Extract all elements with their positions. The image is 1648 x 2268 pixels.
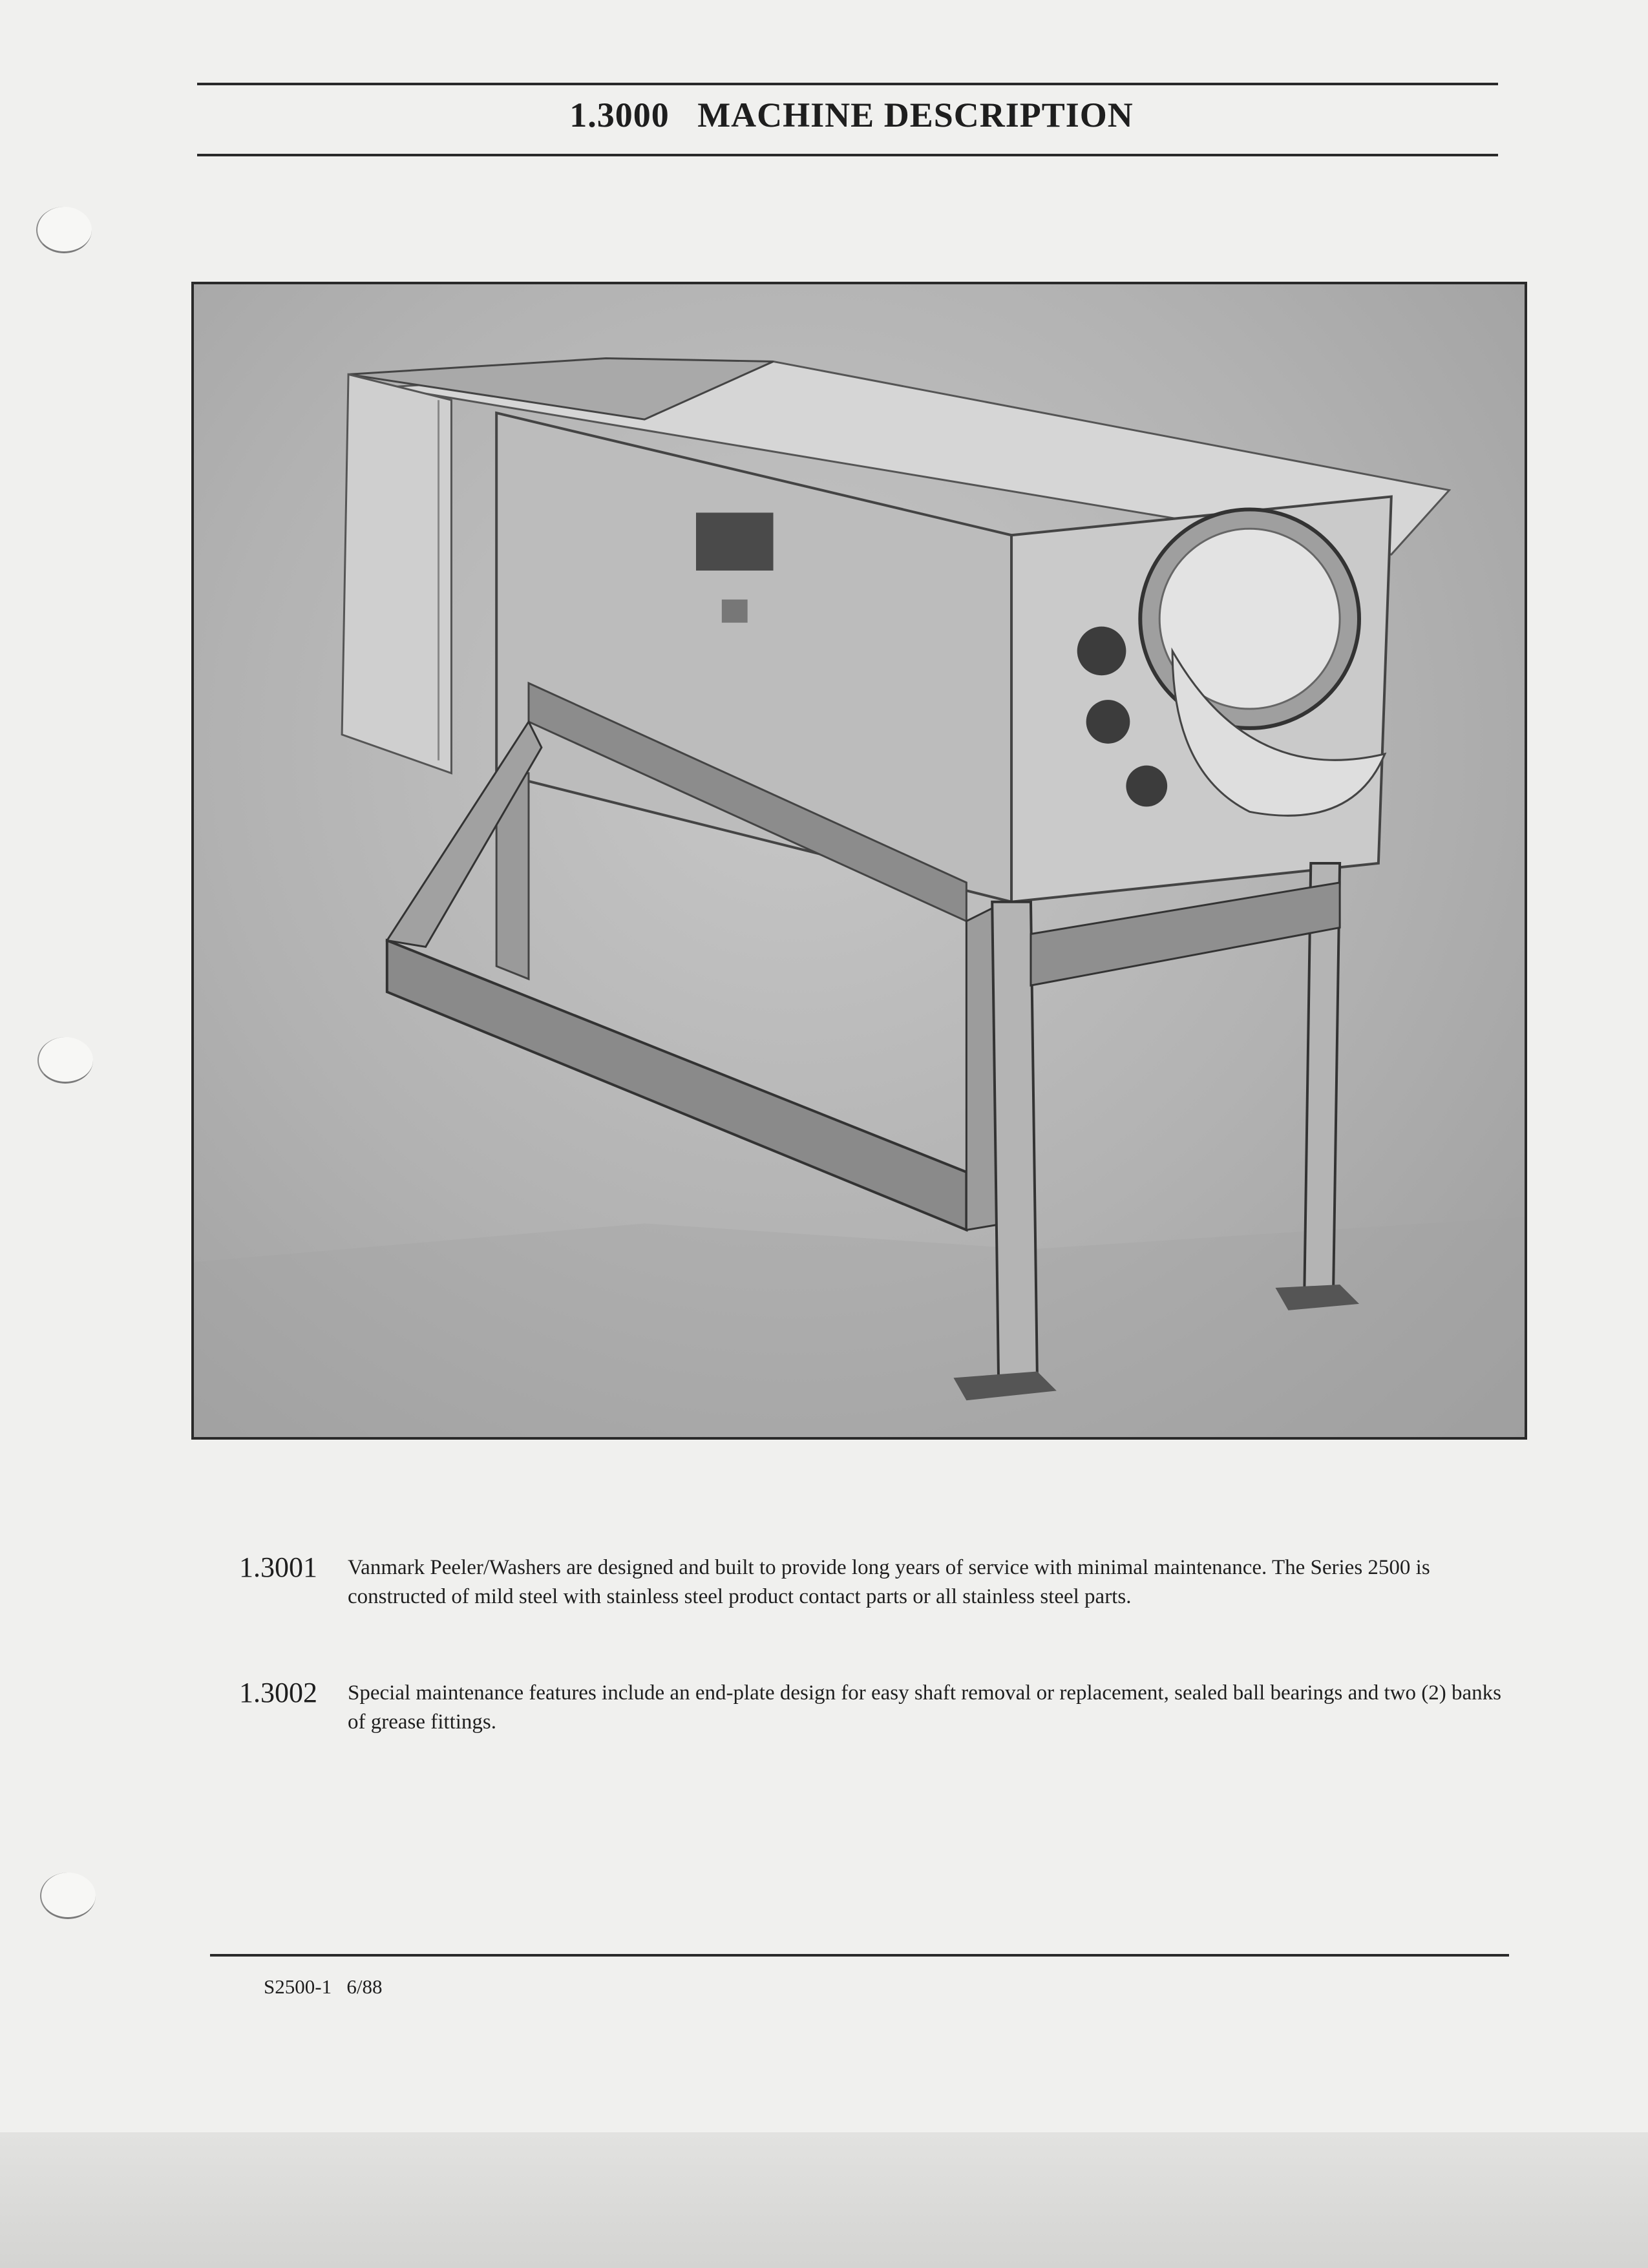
footer-date: 6/88 xyxy=(346,1975,383,1998)
punch-hole-middle xyxy=(37,1037,93,1084)
paragraph-number: 1.3001 xyxy=(239,1551,317,1583)
punch-hole-top xyxy=(36,207,92,253)
punch-hole-bottom xyxy=(40,1873,96,1919)
peeler-washer-illustration xyxy=(194,284,1525,1437)
section-title xyxy=(197,95,1506,135)
machine-photo xyxy=(191,282,1527,1440)
paragraph-number: 1.3002 xyxy=(239,1677,317,1708)
paragraph-text: Vanmark Peeler/Washers are designed and built to provide long years of service with minimal maintenance. The Series 2500 is constructed of mild steel with stainless steel product contact parts or all stainless steel parts. xyxy=(348,1556,1430,1608)
footer-rule xyxy=(210,1954,1509,1957)
footer-doc-code: S2500-1 xyxy=(264,1975,332,1998)
paragraph-text: Special maintenance features include an end-plate design for easy shaft removal or replacement, sealed ball bearings and two (2) banks of grease fittings. xyxy=(348,1681,1501,1734)
section-number: 1.3000 xyxy=(569,96,670,134)
footer-document-id xyxy=(264,1975,382,1999)
page-bottom-shading xyxy=(0,2132,1648,2268)
header-top-rule xyxy=(197,83,1498,85)
section-heading: MACHINE DESCRIPTION xyxy=(697,96,1134,134)
header-bottom-rule xyxy=(197,154,1498,156)
